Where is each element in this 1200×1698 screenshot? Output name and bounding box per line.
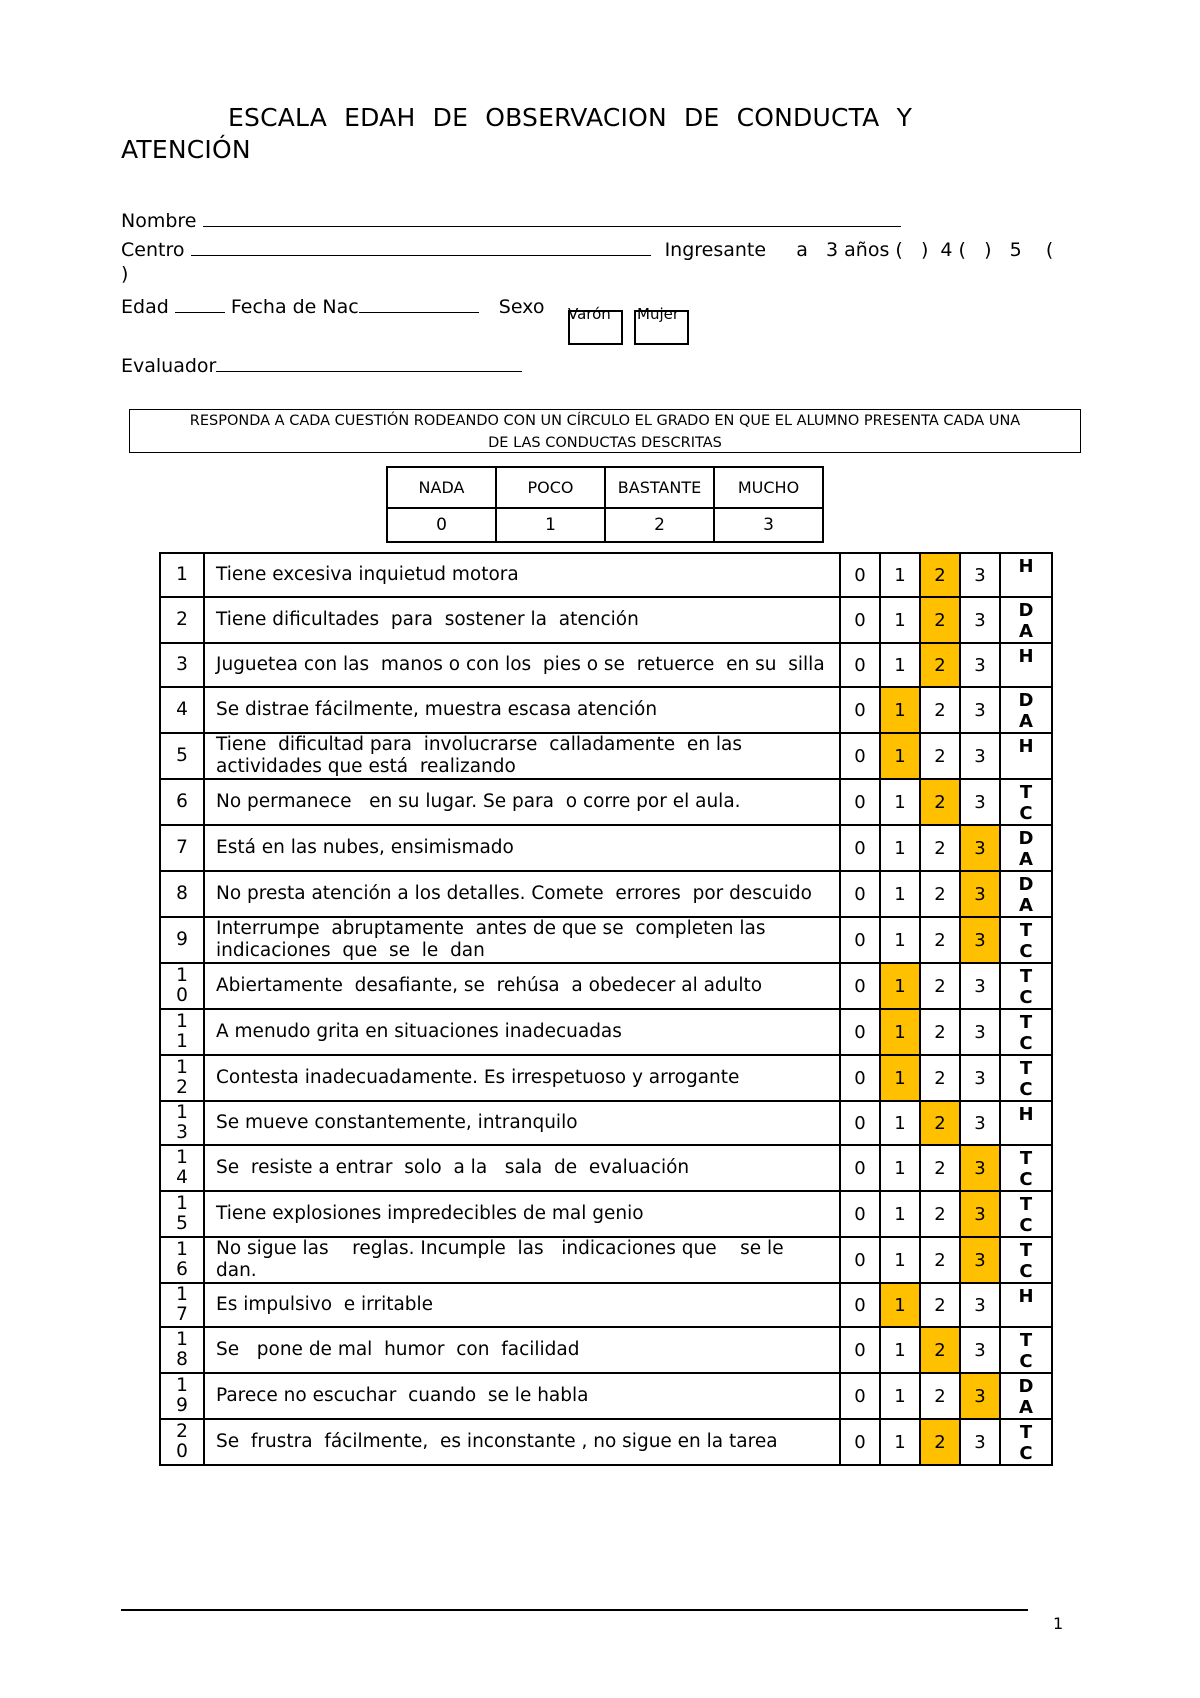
score-option[interactable]: 0: [840, 1327, 880, 1373]
item-description: Interrumpe abruptamente antes de que se completen las indicaciones que se le dan: [204, 917, 840, 963]
score-option-selected[interactable]: 3: [960, 1373, 1000, 1419]
nombre-row: [121, 208, 901, 233]
item-category-text: TC: [1019, 1330, 1033, 1372]
item-category-text: H: [1018, 736, 1034, 757]
score-option[interactable]: 3: [960, 1009, 1000, 1055]
item-category: [1000, 597, 1052, 643]
score-option[interactable]: 2: [920, 963, 960, 1009]
score-option[interactable]: 3: [960, 687, 1000, 733]
evaluador-field[interactable]: [216, 353, 522, 372]
centro-field[interactable]: [191, 237, 651, 256]
item-number-text: 20: [176, 1421, 188, 1462]
table-row: [160, 1419, 1052, 1465]
item-category: [1000, 733, 1052, 779]
item-description: Contesta inadecuadamente. Es irrespetuoso y arrogante: [204, 1055, 840, 1101]
item-category-text: H: [1018, 1286, 1034, 1307]
item-description: Abiertamente desafiante, se rehúsa a obedecer al adulto: [204, 963, 840, 1009]
item-description: Se mueve constantemente, intranquilo: [204, 1101, 840, 1145]
item-number: [160, 597, 204, 643]
score-option-selected[interactable]: 1: [880, 963, 920, 1009]
item-number: [160, 917, 204, 963]
item-category-text: TC: [1019, 782, 1033, 824]
centro-label: Centro: [121, 239, 185, 261]
item-category: [1000, 643, 1052, 687]
score-option-selected[interactable]: 1: [880, 733, 920, 779]
item-description: Tiene dificultades para sostener la atención: [204, 597, 840, 643]
table-row: [160, 1055, 1052, 1101]
item-description: No permanece en su lugar. Se para o corre por el aula.: [204, 779, 840, 825]
item-category-text: D A: [1018, 600, 1034, 642]
ingresante-close: ): [121, 263, 129, 285]
item-category: [1000, 917, 1052, 963]
document-title: [121, 102, 971, 166]
score-option[interactable]: 0: [840, 963, 880, 1009]
item-description: Es impulsivo e irritable: [204, 1283, 840, 1327]
score-option-selected[interactable]: 2: [920, 597, 960, 643]
item-category-text: TC: [1019, 966, 1033, 1008]
item-number: [160, 1145, 204, 1191]
item-category-text: TC: [1019, 1194, 1033, 1236]
item-number: [160, 1237, 204, 1283]
item-category: [1000, 1055, 1052, 1101]
score-option[interactable]: 1: [880, 597, 920, 643]
score-option[interactable]: 2: [920, 1145, 960, 1191]
item-category-text: TC: [1019, 1148, 1033, 1190]
score-option[interactable]: 2: [920, 1283, 960, 1327]
item-number-text: 17: [176, 1284, 188, 1325]
item-number-text: 1: [176, 564, 188, 585]
item-category-text: H: [1018, 646, 1034, 667]
score-option[interactable]: 0: [840, 779, 880, 825]
score-option[interactable]: 0: [840, 1191, 880, 1237]
item-number: [160, 553, 204, 597]
item-number: [160, 1327, 204, 1373]
item-category-text: TC: [1019, 920, 1033, 962]
score-option-selected[interactable]: 1: [880, 1283, 920, 1327]
item-number-text: 7: [176, 837, 188, 858]
score-option[interactable]: 2: [920, 687, 960, 733]
edad-label: Edad: [121, 296, 169, 318]
item-number: [160, 963, 204, 1009]
fecha-field[interactable]: [359, 294, 479, 313]
item-category-text: TC: [1019, 1240, 1033, 1282]
scale-header-mucho: MUCHO: [714, 467, 823, 508]
table-row: [160, 1373, 1052, 1419]
item-category: [1000, 825, 1052, 871]
table-row: [160, 733, 1052, 779]
scale-header-poco: POCO: [496, 467, 605, 508]
score-option-selected[interactable]: 1: [880, 1009, 920, 1055]
item-number: [160, 1283, 204, 1327]
score-option[interactable]: 1: [880, 825, 920, 871]
item-number-text: 15: [176, 1193, 188, 1234]
score-option[interactable]: 0: [840, 687, 880, 733]
scale-value-1: 1: [496, 508, 605, 542]
centro-row: [121, 237, 1081, 262]
item-description: Se distrae fácilmente, muestra escasa atención: [204, 687, 840, 733]
item-description: Juguetea con las manos o con los pies o se retuerce en su silla: [204, 643, 840, 687]
behavior-items-table: [159, 552, 1053, 1466]
evaluador-label: Evaluador: [121, 355, 217, 377]
item-category: [1000, 1283, 1052, 1327]
score-option[interactable]: 0: [840, 597, 880, 643]
score-option[interactable]: 1: [880, 643, 920, 687]
item-description: Se frustra fácilmente, es inconstante , no sigue en la tarea: [204, 1419, 840, 1465]
score-option[interactable]: 3: [960, 643, 1000, 687]
score-option[interactable]: 0: [840, 1145, 880, 1191]
table-row: [160, 917, 1052, 963]
score-option[interactable]: 1: [880, 1145, 920, 1191]
score-option-selected[interactable]: 1: [880, 1055, 920, 1101]
score-option-selected[interactable]: 2: [920, 1101, 960, 1145]
item-description: Parece no escuchar cuando se le habla: [204, 1373, 840, 1419]
item-category: [1000, 1191, 1052, 1237]
item-number-text: 5: [176, 745, 188, 766]
ingresante-options: Ingresante a 3 años ( ) 4 ( ) 5 (: [664, 239, 1054, 261]
item-number: [160, 825, 204, 871]
item-category: [1000, 1009, 1052, 1055]
item-category: [1000, 963, 1052, 1009]
item-number: [160, 643, 204, 687]
item-category: [1000, 1145, 1052, 1191]
table-row: [160, 1237, 1052, 1283]
score-option-selected[interactable]: 3: [960, 871, 1000, 917]
score-option[interactable]: 0: [840, 1101, 880, 1145]
score-option-selected[interactable]: 3: [960, 917, 1000, 963]
score-option[interactable]: 0: [840, 553, 880, 597]
item-number: [160, 779, 204, 825]
table-row: [160, 871, 1052, 917]
score-option[interactable]: 0: [840, 1283, 880, 1327]
mujer-label: Mujer: [637, 305, 680, 323]
evaluador-row: [121, 353, 522, 378]
item-category: [1000, 1101, 1052, 1145]
table-row: [160, 1009, 1052, 1055]
item-category: [1000, 1327, 1052, 1373]
score-option-selected[interactable]: 2: [920, 1419, 960, 1465]
item-category: [1000, 1373, 1052, 1419]
page-number: 1: [1053, 1614, 1064, 1633]
scale-value-2: 2: [605, 508, 714, 542]
item-number-text: 9: [176, 929, 188, 950]
title-line-2: ATENCIÓN: [121, 135, 251, 164]
item-description: Tiene excesiva inquietud motora: [204, 553, 840, 597]
item-number: [160, 733, 204, 779]
score-option[interactable]: 3: [960, 553, 1000, 597]
fecha-label: Fecha de Nac: [230, 296, 359, 318]
item-description: No sigue las reglas. Incumple las indicaciones que se le dan.: [204, 1237, 840, 1283]
score-option[interactable]: 1: [880, 1237, 920, 1283]
item-number: [160, 687, 204, 733]
item-description: No presta atención a los detalles. Comete errores por descuido: [204, 871, 840, 917]
item-number-text: 12: [176, 1057, 188, 1098]
score-option[interactable]: 0: [840, 825, 880, 871]
item-description: Tiene dificultad para involucrarse calladamente en las actividades que está realizando: [204, 733, 840, 779]
nombre-label: Nombre: [121, 210, 197, 232]
score-option[interactable]: 0: [840, 733, 880, 779]
table-row: [160, 597, 1052, 643]
table-row: [160, 779, 1052, 825]
score-option-selected[interactable]: 2: [920, 1327, 960, 1373]
instruction-box: [129, 409, 1081, 453]
table-row: [160, 1191, 1052, 1237]
item-category-text: TC: [1019, 1058, 1033, 1100]
score-option-selected[interactable]: 2: [920, 643, 960, 687]
score-option[interactable]: 1: [880, 871, 920, 917]
score-option[interactable]: 3: [960, 1101, 1000, 1145]
score-option[interactable]: 2: [920, 1055, 960, 1101]
item-number-text: 11: [176, 1011, 188, 1052]
table-row: [160, 553, 1052, 597]
item-category: [1000, 871, 1052, 917]
item-description: Tiene explosiones impredecibles de mal genio: [204, 1191, 840, 1237]
item-category-text: H: [1018, 556, 1034, 577]
item-description: A menudo grita en situaciones inadecuadas: [204, 1009, 840, 1055]
item-number: [160, 1009, 204, 1055]
instruction-line-2: DE LAS CONDUCTAS DESCRITAS: [488, 435, 722, 451]
score-option[interactable]: 1: [880, 1191, 920, 1237]
edad-field[interactable]: [175, 294, 225, 313]
item-number: [160, 1055, 204, 1101]
table-row: [160, 643, 1052, 687]
item-number: [160, 1373, 204, 1419]
score-option-selected[interactable]: 1: [880, 687, 920, 733]
item-number: [160, 1419, 204, 1465]
score-option-selected[interactable]: 3: [960, 825, 1000, 871]
item-description: Se pone de mal humor con facilidad: [204, 1327, 840, 1373]
scale-legend: [386, 466, 824, 543]
item-category-text: D A: [1018, 690, 1034, 732]
score-option[interactable]: 1: [880, 917, 920, 963]
nombre-field[interactable]: [203, 208, 901, 227]
score-option[interactable]: 2: [920, 1373, 960, 1419]
footer-rule: [121, 1609, 1028, 1611]
item-number-text: 4: [176, 699, 188, 720]
score-option[interactable]: 0: [840, 1419, 880, 1465]
scale-header-bastante-text: BASTANTE: [617, 478, 702, 497]
item-number-text: 14: [176, 1147, 188, 1188]
score-option[interactable]: 2: [920, 1237, 960, 1283]
score-option-selected[interactable]: 2: [920, 553, 960, 597]
score-option[interactable]: 1: [880, 1373, 920, 1419]
item-number-text: 18: [176, 1329, 188, 1370]
score-option[interactable]: 2: [920, 1009, 960, 1055]
score-option[interactable]: 3: [960, 597, 1000, 643]
item-number: [160, 871, 204, 917]
table-row: [160, 1101, 1052, 1145]
scale-value-3: 3: [714, 508, 823, 542]
score-option[interactable]: 1: [880, 1327, 920, 1373]
scale-value-0: 0: [387, 508, 496, 542]
item-category-text: H: [1018, 1104, 1034, 1125]
varon-label: Varón: [568, 305, 611, 323]
table-row: [160, 825, 1052, 871]
score-option-selected[interactable]: 3: [960, 1237, 1000, 1283]
item-number: [160, 1101, 204, 1145]
item-category: [1000, 687, 1052, 733]
item-number: [160, 1191, 204, 1237]
item-number-text: 2: [176, 609, 188, 630]
item-number-text: 6: [176, 791, 188, 812]
score-option[interactable]: 2: [920, 871, 960, 917]
score-option[interactable]: 2: [920, 825, 960, 871]
item-category-text: D A: [1018, 874, 1034, 916]
item-category-text: TC: [1019, 1012, 1033, 1054]
score-option[interactable]: 2: [920, 1191, 960, 1237]
score-option[interactable]: 1: [880, 779, 920, 825]
score-option[interactable]: 3: [960, 733, 1000, 779]
score-option-selected[interactable]: 2: [920, 779, 960, 825]
table-row: [160, 687, 1052, 733]
instruction-line-1: RESPONDA A CADA CUESTIÓN RODEANDO CON UN CÍRCULO EL GRADO EN QUE EL ALUMNO PRESENTA CADA UNA: [189, 413, 1021, 429]
table-row: [160, 963, 1052, 1009]
title-line-1: ESCALA EDAH DE OBSERVACION DE CONDUCTA Y: [228, 103, 913, 132]
item-description: Se resiste a entrar solo a la sala de evaluación: [204, 1145, 840, 1191]
scale-header-bastante: [605, 467, 714, 508]
item-category: [1000, 1419, 1052, 1465]
table-row: [160, 1327, 1052, 1373]
item-category: [1000, 553, 1052, 597]
item-number-text: 3: [176, 654, 188, 675]
score-option[interactable]: 2: [920, 733, 960, 779]
score-option[interactable]: 0: [840, 1009, 880, 1055]
score-option[interactable]: 0: [840, 871, 880, 917]
item-number-text: 10: [176, 965, 188, 1006]
score-option[interactable]: 0: [840, 1055, 880, 1101]
score-option[interactable]: 0: [840, 917, 880, 963]
scale-header-nada: NADA: [387, 467, 496, 508]
item-category-text: TC: [1019, 1422, 1033, 1464]
item-number-text: 19: [176, 1375, 188, 1416]
score-option[interactable]: 0: [840, 643, 880, 687]
score-option[interactable]: 3: [960, 963, 1000, 1009]
sexo-label: Sexo: [498, 296, 545, 318]
score-option[interactable]: 3: [960, 1327, 1000, 1373]
score-option[interactable]: 3: [960, 1419, 1000, 1465]
item-number-text: 8: [176, 883, 188, 904]
score-option-selected[interactable]: 3: [960, 1145, 1000, 1191]
item-category: [1000, 779, 1052, 825]
item-number-text: 16: [176, 1239, 188, 1280]
score-option[interactable]: 3: [960, 1283, 1000, 1327]
score-option[interactable]: 1: [880, 1101, 920, 1145]
score-option[interactable]: 2: [920, 917, 960, 963]
score-option[interactable]: 0: [840, 1373, 880, 1419]
score-option-selected[interactable]: 3: [960, 1191, 1000, 1237]
score-option[interactable]: 1: [880, 1419, 920, 1465]
score-option[interactable]: 0: [840, 1237, 880, 1283]
table-row: [160, 1283, 1052, 1327]
table-row: [160, 1145, 1052, 1191]
item-number-text: 13: [176, 1102, 188, 1143]
item-category-text: D A: [1018, 828, 1034, 870]
item-category: [1000, 1237, 1052, 1283]
score-option[interactable]: 3: [960, 779, 1000, 825]
item-description: Está en las nubes, ensimismado: [204, 825, 840, 871]
score-option[interactable]: 1: [880, 553, 920, 597]
item-category-text: D A: [1018, 1376, 1034, 1418]
score-option[interactable]: 3: [960, 1055, 1000, 1101]
